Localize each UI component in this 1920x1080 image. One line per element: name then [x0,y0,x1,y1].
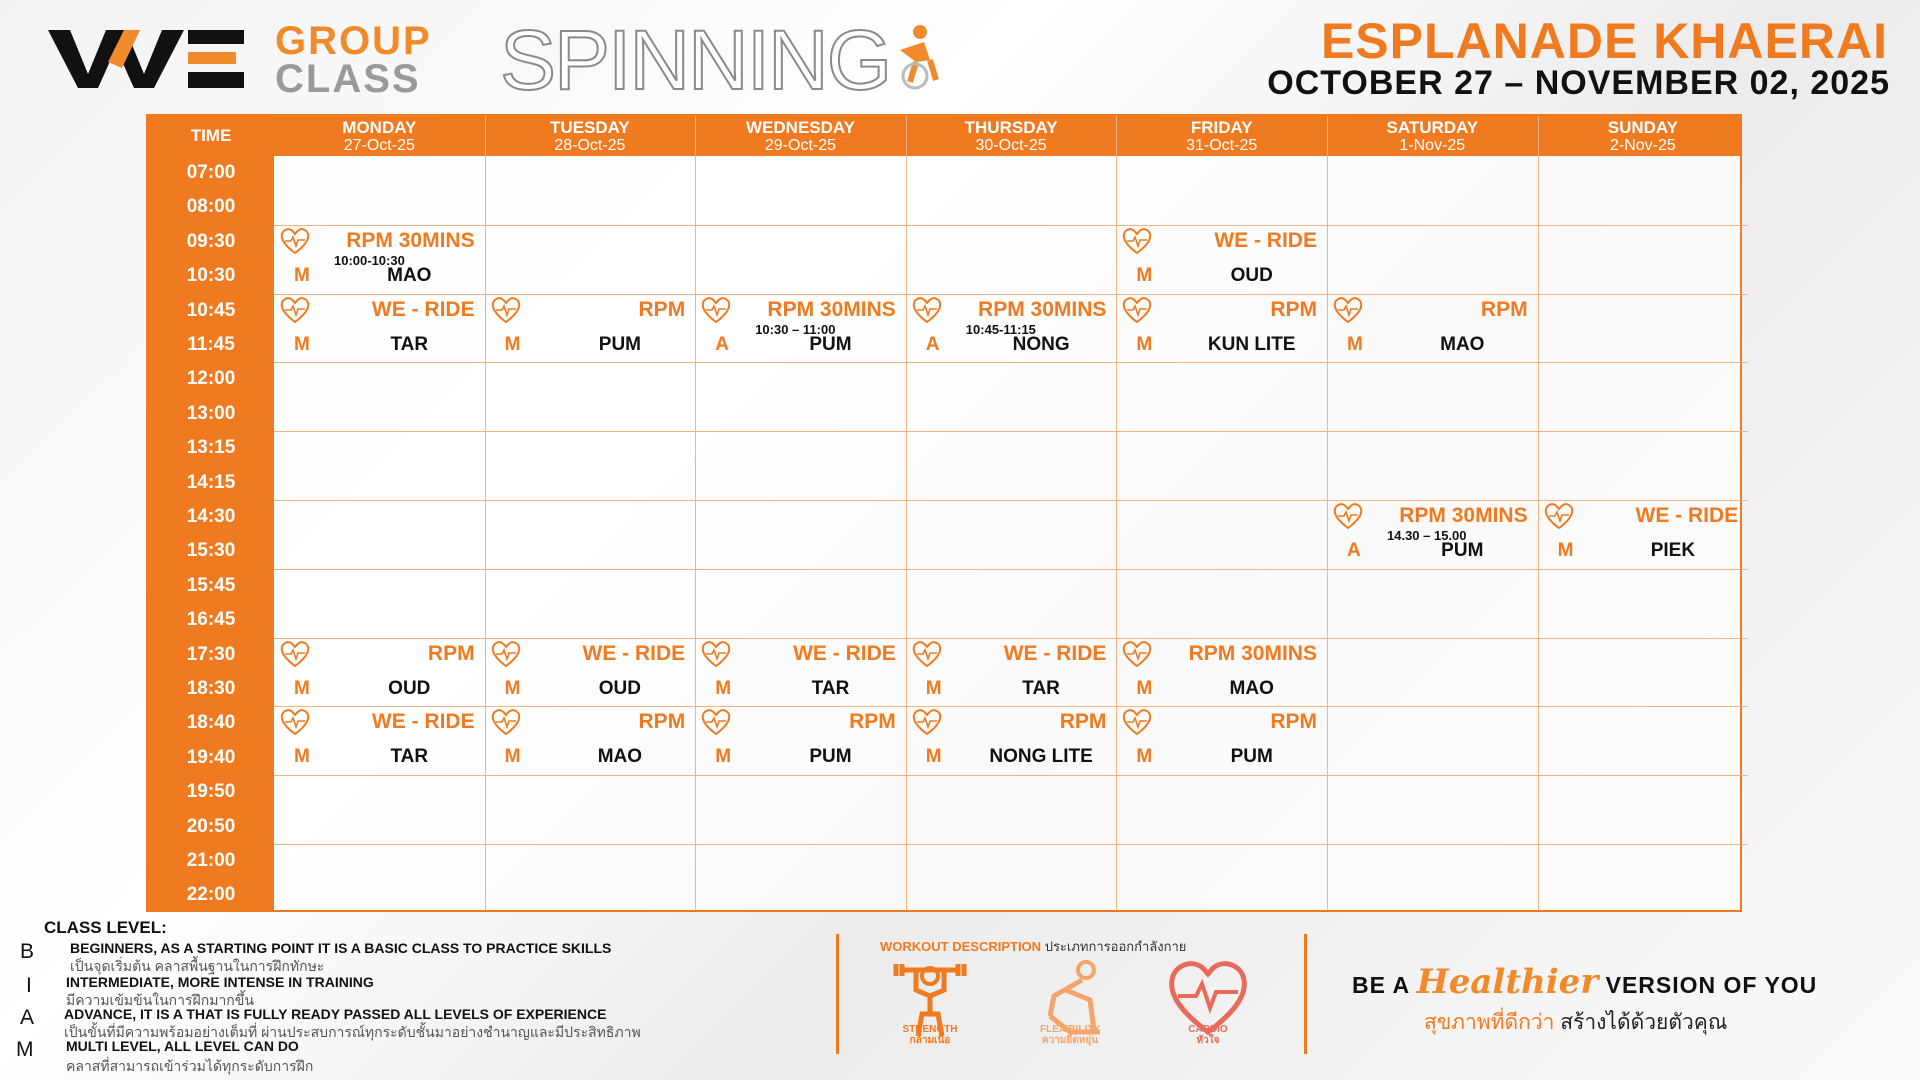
day-name: WEDNESDAY [746,118,855,137]
class-name: WE - RIDE [793,641,896,665]
class-cell[interactable] [695,294,906,362]
time-label: 17:30 [186,643,236,665]
class-level: M [925,746,942,768]
class-cell[interactable] [1538,500,1749,568]
day-date: 1-Nov-25 [1399,137,1466,154]
class-name: WE - RIDE [1003,641,1107,665]
cardio-heart-icon [280,297,310,324]
class-level: A [925,333,940,355]
time-label: 14:15 [186,471,236,493]
class-instructor: PUM [809,333,852,355]
time-label: 12:00 [186,368,236,390]
cardio-heart-icon [280,641,310,668]
class-level: M [1136,746,1153,768]
row-divider [274,775,1748,776]
row-divider [274,844,1748,845]
cardio-label [1148,1024,1268,1046]
group-class-title [275,19,432,101]
cardio-heart-icon [912,641,942,668]
day-header-saturday [1327,116,1538,156]
class-instructor: PUM [598,333,641,355]
time-label: 11:45 [187,334,235,355]
level-desc-i-th: มีความเข้มข้นในการฝึกมากขึ้น [66,992,254,1008]
class-level: M [504,746,521,768]
class-name: RPM [849,710,896,734]
class-instructor: TAR [811,677,850,699]
class-name: WE - RIDE [582,641,686,665]
class-instructor: MAO [1229,677,1274,699]
class-name: RPM [638,297,686,321]
class-instructor: PIEK [1650,540,1696,561]
column-divider [695,116,696,910]
row-divider [274,431,1748,432]
class-instructor: OUD [598,677,641,699]
class-level: M [294,746,310,768]
class-level: A [1347,540,1361,561]
class-instructor: PUM [1441,540,1484,561]
time-header: TIME [190,126,232,145]
class-cell[interactable] [695,706,906,774]
class-level: M [504,677,521,699]
class-cell[interactable] [274,638,485,706]
time-label: 14:30 [186,506,236,527]
class-level: A [715,333,729,355]
class-level: M [1136,333,1153,355]
cardio-heart-icon [1122,228,1152,255]
cardio-label-en: CARDIO [1188,1024,1228,1035]
class-level: M [1136,264,1153,286]
class-name: WE - RIDE [371,710,475,734]
class-cell[interactable] [906,638,1117,706]
level-letter-a: A [20,1006,35,1029]
class-time: 10:30 – 11:00 [755,321,836,337]
workout-title-th: ประเภทการออกกำลังกาย [1044,939,1187,954]
class-level: M [294,677,310,699]
workout-title-en: WORKOUT DESCRIPTION [880,939,1042,954]
cardio-heart-icon [491,641,521,668]
day-name: SATURDAY [1386,118,1479,137]
slogan-thai-orange: สุขภาพที่ดีกว่า [1424,1011,1555,1034]
day-name: FRIDAY [1190,118,1253,137]
class-cell[interactable] [485,294,696,362]
class-instructor: OUD [1230,264,1273,286]
class-cell[interactable] [274,225,485,293]
class-name: RPM [1480,297,1528,321]
footer [0,914,1920,1080]
class-name: RPM 30MINS [767,297,896,321]
day-date: 31-Oct-25 [1186,137,1258,154]
day-date: 2-Nov-25 [1609,137,1676,154]
cardio-label-th: หัวใจ [1196,1035,1220,1046]
cardio-heart-icon [280,228,310,255]
slogan-thai [1424,1006,1727,1039]
class-instructor: KUN LITE [1207,333,1296,355]
slogan-highlight: Healthier [1416,962,1599,1002]
cardio-heart-icon [1122,641,1152,668]
we-logo [48,22,248,92]
time-label: 13:00 [186,402,236,424]
time-label: 19:50 [186,781,236,803]
slogan-thai-dark: สร้างได้ด้วยตัวคุณ [1560,1011,1728,1034]
slogan [1352,962,1817,1002]
level-desc-b-th: เป็นจุดเริ่มต้น คลาสพื้นฐานในการฝึกทักษะ [70,958,325,974]
class-cell[interactable] [1327,294,1538,362]
day-header-wednesday [695,116,906,156]
class-time: 10:00-10:30 [334,252,405,268]
class-level: M [1347,333,1363,355]
level-desc-a: ADVANCE, IT IS A THAT IS FULLY READY PASSED ALL LEVELS OF EXPERIENCE [64,1006,607,1022]
flexibility-label-en: FLEXIBILITY [1040,1024,1100,1035]
date-range: OCTOBER 27 – NOVEMBER 02, 2025 [1267,64,1890,102]
class-instructor: TAR [390,746,429,768]
spinning-title: SPINNING [500,13,891,107]
cardio-heart-icon [701,297,731,324]
time-label: 18:40 [186,712,236,734]
day-date: 29-Oct-25 [764,137,837,154]
footer-divider-left [836,934,839,1054]
class-level: M [294,264,310,286]
class-instructor: TAR [1022,677,1060,699]
cardio-heart-icon [701,641,731,668]
class-name: RPM [638,710,686,734]
cardio-heart-icon [912,297,942,324]
row-divider [274,225,1748,226]
time-label: 08:00 [186,196,236,218]
class-level: M [715,746,732,768]
slogan-pre: BE A [1352,972,1410,998]
cardio-heart-icon [701,709,731,736]
class-cell[interactable] [485,706,696,774]
column-divider [485,116,486,910]
strength-label [870,1024,990,1046]
class-instructor: PUM [809,746,852,768]
class-cell[interactable] [1116,638,1327,706]
class-instructor: MAO [597,746,643,768]
cardio-heart-icon [280,709,310,736]
day-header-monday [274,116,485,156]
class-cell[interactable] [1116,294,1327,362]
cardio-heart-icon [1544,503,1574,530]
class-name: RPM [1270,710,1317,734]
cardio-heart-icon [912,709,942,736]
time-label: 10:30 [186,265,236,287]
cyclist-icon [880,20,950,90]
class-name: RPM [1059,710,1107,734]
group-label: GROUP [275,19,432,63]
cardio-heart-icon [1333,503,1363,530]
schedule-table [146,114,1742,912]
time-label: 15:45 [186,574,236,596]
class-cell[interactable] [274,294,485,362]
location-title: ESPLANADE KHAERAI [1320,13,1888,69]
level-desc-a-th: เป็นขั้นที่มีความพร้อมอย่างเต็มที่ ผ่านประสบการณ์ทุกระดับชั้นมาอย่างชำนาญและมีประสิทธิภาพ [64,1024,641,1040]
class-level: M [925,677,942,699]
time-label: 07:00 [186,162,236,183]
row-divider [274,569,1748,570]
cardio-heart-icon [491,709,521,736]
class-name: RPM [1270,297,1317,321]
class-cell[interactable] [1116,225,1327,293]
class-level-title: CLASS LEVEL: [44,918,167,937]
level-letter-i: I [26,974,32,997]
time-label: 09:30 [186,230,236,252]
class-name: WE - RIDE [371,297,475,321]
class-time: 14.30 – 15.00 [1387,528,1467,543]
class-cell[interactable] [1116,706,1327,774]
time-label: 19:40 [186,746,236,768]
flexibility-label-th: ความยืดหยุ่น [1041,1035,1099,1046]
time-label: 13:15 [186,437,236,459]
class-name: WE - RIDE [1635,504,1739,527]
day-name: SUNDAY [1607,118,1678,137]
class-level: M [1136,677,1153,699]
class-instructor: NONG [1012,333,1070,355]
slogan-post: VERSION OF YOU [1605,972,1818,998]
strength-label-th: กล้ามเนื้อ [909,1035,951,1046]
level-desc-m: MULTI LEVEL, ALL LEVEL CAN DO [66,1038,299,1054]
day-name: TUESDAY [550,118,630,137]
day-date: 27-Oct-25 [343,137,415,154]
level-letter-b: B [20,940,35,963]
strength-label-en: STRENGTH [902,1024,958,1035]
class-cell[interactable] [695,638,906,706]
class-name: WE - RIDE [1214,228,1317,252]
class-name: RPM 30MINS [1399,504,1528,527]
level-desc-m-th: คลาสที่สามารถเข้าร่วมได้ทุกระดับการฝึก [66,1058,314,1074]
class-cell[interactable] [485,638,696,706]
workout-description-title [880,936,1186,957]
class-level: M [715,677,732,699]
day-header-tuesday [485,116,696,156]
footer-divider-right [1304,934,1307,1054]
class-instructor: OUD [388,677,431,699]
class-instructor: TAR [390,333,429,355]
cardio-heart-icon [1122,709,1152,736]
day-date: 28-Oct-25 [554,137,626,154]
class-name: RPM 30MINS [346,228,475,252]
class-cell[interactable] [274,706,485,774]
level-desc-i: INTERMEDIATE, MORE INTENSE IN TRAINING [66,974,374,990]
time-label: 20:50 [186,815,236,837]
day-date: 30-Oct-25 [975,137,1047,154]
column-divider [906,116,907,910]
class-instructor: MAO [1440,333,1485,355]
class-instructor: NONG LITE [989,746,1093,768]
day-header-friday [1116,116,1327,156]
day-header-sunday [1538,116,1749,156]
time-label: 15:30 [186,540,236,562]
time-label: 10:45 [186,299,236,321]
class-cell[interactable] [906,706,1117,774]
time-label: 22:00 [186,884,236,906]
class-name: RPM [427,641,475,665]
class-level: M [1557,540,1574,561]
flexibility-label [1010,1024,1130,1046]
level-letter-m: M [16,1038,34,1061]
class-level: M [294,333,310,355]
cardio-heart-icon [491,297,521,324]
level-desc-b: BEGINNERS, AS A STARTING POINT IT IS A BASIC CLASS TO PRACTICE SKILLS [70,940,612,956]
time-label: 18:30 [186,678,236,699]
class-name: RPM 30MINS [978,297,1107,321]
class-level: M [504,333,521,355]
class-time: 10:45-11:15 [965,321,1036,337]
class-instructor: MAO [387,264,432,286]
class-cell[interactable] [1327,500,1538,568]
day-header-thursday [906,116,1117,156]
cardio-heart-icon [1122,297,1152,324]
time-label: 16:45 [186,609,236,631]
class-label: CLASS [275,57,421,101]
day-name: MONDAY [342,118,417,137]
class-name: RPM 30MINS [1188,641,1317,665]
cardio-heart-icon [1333,297,1363,324]
class-cell[interactable] [906,294,1117,362]
time-label: 21:00 [186,850,236,871]
day-name: THURSDAY [964,118,1058,137]
row-divider [274,362,1748,363]
class-instructor: PUM [1230,746,1273,768]
